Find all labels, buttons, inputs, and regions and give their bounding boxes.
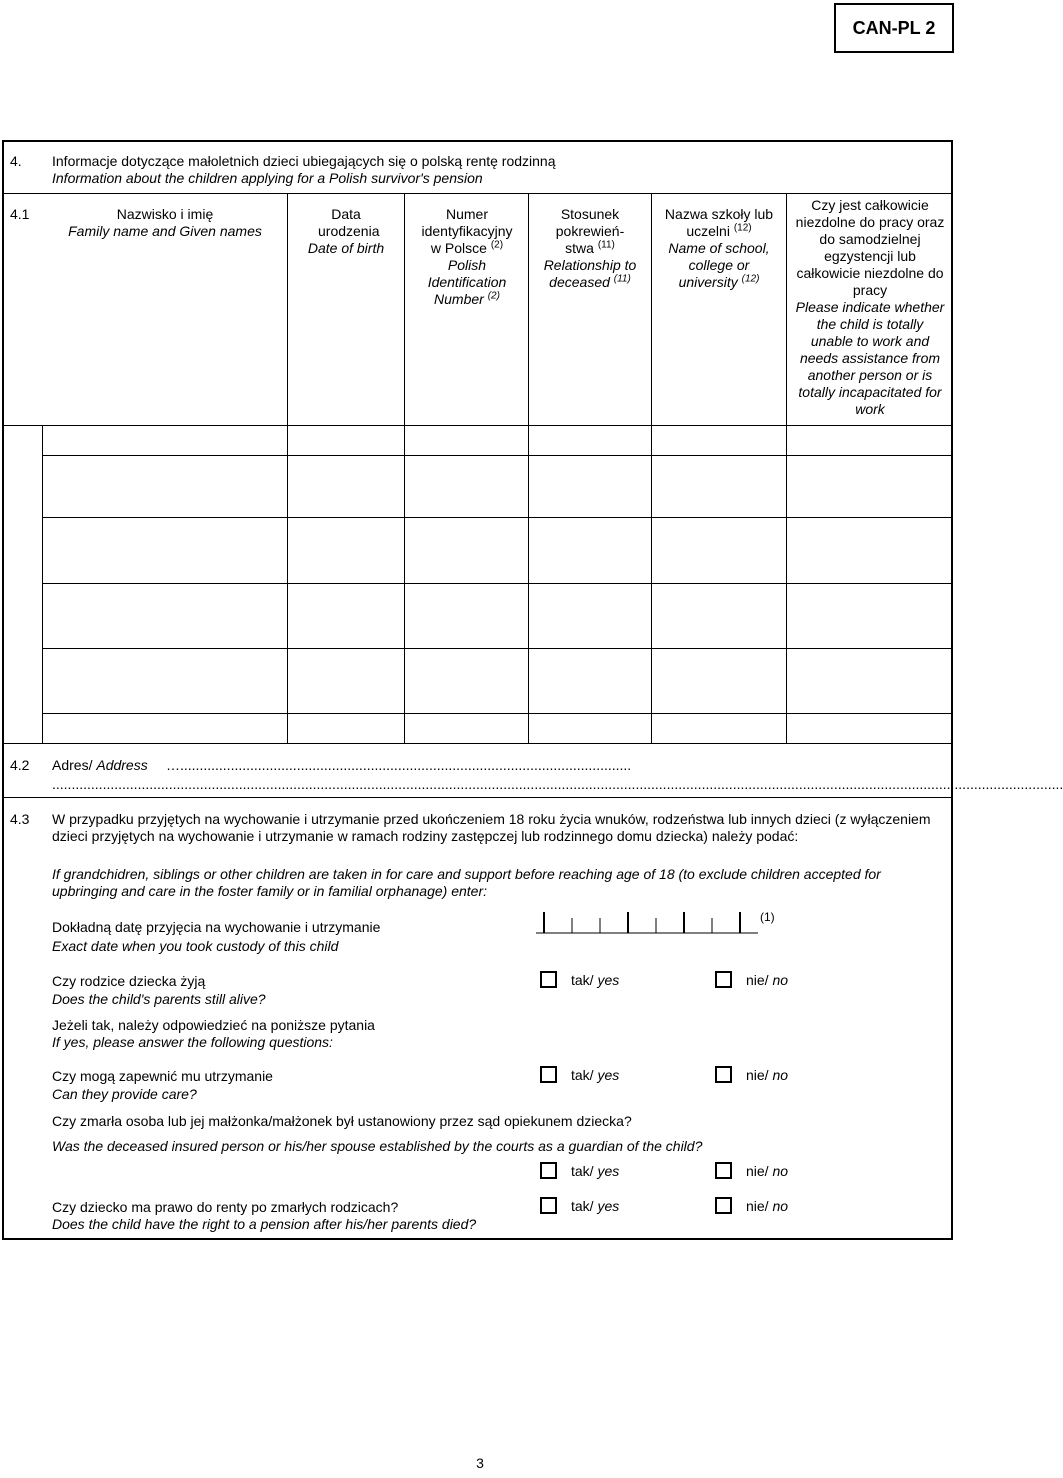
custody-date-input[interactable] xyxy=(536,912,758,934)
can-care-label-pl: Czy mogą zapewnić mu utrzymanie xyxy=(52,1068,273,1084)
guardian-yes[interactable]: tak/ yes xyxy=(540,1162,619,1179)
checkbox-icon[interactable] xyxy=(715,1197,732,1214)
guardian-label-pl: Czy zmarła osoba lub jej małżonka/małżonek był ustanowiony przez sąd opiekunem dziecka? xyxy=(52,1113,632,1129)
guardian-label-en: Was the deceased insured person or his/her spouse established by the courts as a guardian of the child? xyxy=(52,1138,703,1154)
header-incapacity: Czy jest całkowicie niezdolne do pracy oraz do samodzielnej egzystencji lub całkowicie niezdolne do pracy Please indicate whether the child is totally unable to work and needs assistance from another person or is totally incapacitated for work xyxy=(795,197,945,417)
section-43-number: 4.3 xyxy=(10,811,30,827)
address-line-1[interactable]: ….................................................................................................................... xyxy=(166,757,632,773)
header-name: Nazwisko i imię Family name and Given names xyxy=(68,206,262,239)
custody-date-label-pl: Dokładną datę przyjęcia na wychowanie i utrzymanie xyxy=(52,919,381,935)
custody-date-ref: (1) xyxy=(760,910,775,924)
child-name-cell[interactable] xyxy=(43,426,287,455)
page-number: 3 xyxy=(476,1455,484,1471)
date-boxes-icon xyxy=(536,912,758,934)
can-care-no[interactable]: nie/ no xyxy=(715,1066,788,1083)
child-incapacity-cell[interactable] xyxy=(787,426,951,455)
address-label: Adres/ Address xyxy=(52,757,148,773)
parents-alive-yes[interactable]: tak/ yes xyxy=(540,971,619,988)
header-school: Nazwa szkoły lub uczelni $^{(12)}$ Name of school, college or university $^{(12)}$ xyxy=(664,206,774,290)
checkbox-icon[interactable] xyxy=(540,1197,557,1214)
parents-alive-no[interactable]: nie/ no xyxy=(715,971,788,988)
child-pesel-cell[interactable] xyxy=(405,426,528,455)
pension-right-no[interactable]: nie/ no xyxy=(715,1197,788,1214)
section-43-text-en: If grandchidren, siblings or other children are taken in for care and support before reaching age of 18 (to exclude children accepted for upbringing and care in the foster family or in familial orphanage) enter: xyxy=(52,866,881,899)
if-yes-label-en: If yes, please answer the following questions: xyxy=(52,1034,333,1050)
child-school-cell[interactable] xyxy=(652,426,786,455)
section-4-title-en: Information about the children applying for a Polish survivor's pension xyxy=(52,170,483,186)
header-pesel: Numer identyfikacyjny w Polsce $^{(2)}$ Polish Identification Number $^{(2)}$ xyxy=(421,206,513,307)
can-care-yes[interactable]: tak/ yes xyxy=(540,1066,619,1083)
guardian-no[interactable]: nie/ no xyxy=(715,1162,788,1179)
child-dob-cell[interactable] xyxy=(288,426,404,455)
if-yes-label-pl: Jeżeli tak, należy odpowiedzieć na poniższe pytania xyxy=(52,1017,375,1033)
table-number: 4.1 xyxy=(10,206,30,222)
custody-date-label-en: Exact date when you took custody of this child xyxy=(52,938,339,954)
checkbox-icon[interactable] xyxy=(715,971,732,988)
child-relationship-cell[interactable] xyxy=(529,426,651,455)
form-code: CAN-PL 2 xyxy=(852,17,936,38)
section-4-number: 4. xyxy=(10,153,22,169)
section-43-text-pl: W przypadku przyjętych na wychowanie i utrzymanie przed ukończeniem 18 roku życia wnuków, rodzeństwa lub innych dzieci (z wyłączeniem dzieci przyjętych na wychowanie i utrzymanie w ramach rodziny zastępczej lub rodzinnego domu dziecka) należy podać: xyxy=(52,811,931,844)
pension-right-label-en: Does the child have the right to a pension after his/her parents died? xyxy=(52,1216,477,1232)
checkbox-icon[interactable] xyxy=(540,1162,557,1179)
pension-right-yes[interactable]: tak/ yes xyxy=(540,1197,619,1214)
checkbox-icon[interactable] xyxy=(540,971,557,988)
pension-right-label-pl: Czy dziecko ma prawo do renty po zmarłych rodzicach? xyxy=(52,1199,399,1215)
can-care-label-en: Can they provide care? xyxy=(52,1086,197,1102)
address-line-2[interactable]: .................................................................................................................................................................................................................................................................... xyxy=(52,776,1063,792)
address-number: 4.2 xyxy=(10,757,30,773)
checkbox-icon[interactable] xyxy=(540,1066,557,1083)
checkbox-icon[interactable] xyxy=(715,1162,732,1179)
parents-alive-label-pl: Czy rodzice dziecka żyją xyxy=(52,973,206,989)
header-relationship: Stosunek pokrewień-stwa $^{(11)}$ Relationship to deceased $^{(11)}$ xyxy=(543,206,637,290)
section-4-title-pl: Informacje dotyczące małoletnich dzieci ubiegających się o polską rentę rodzinną xyxy=(52,153,556,169)
header-dob: Data urodzenia Date of birth xyxy=(307,206,385,256)
parents-alive-label-en: Does the child's parents still alive? xyxy=(52,991,266,1007)
form-code-box xyxy=(834,3,954,53)
checkbox-icon[interactable] xyxy=(715,1066,732,1083)
